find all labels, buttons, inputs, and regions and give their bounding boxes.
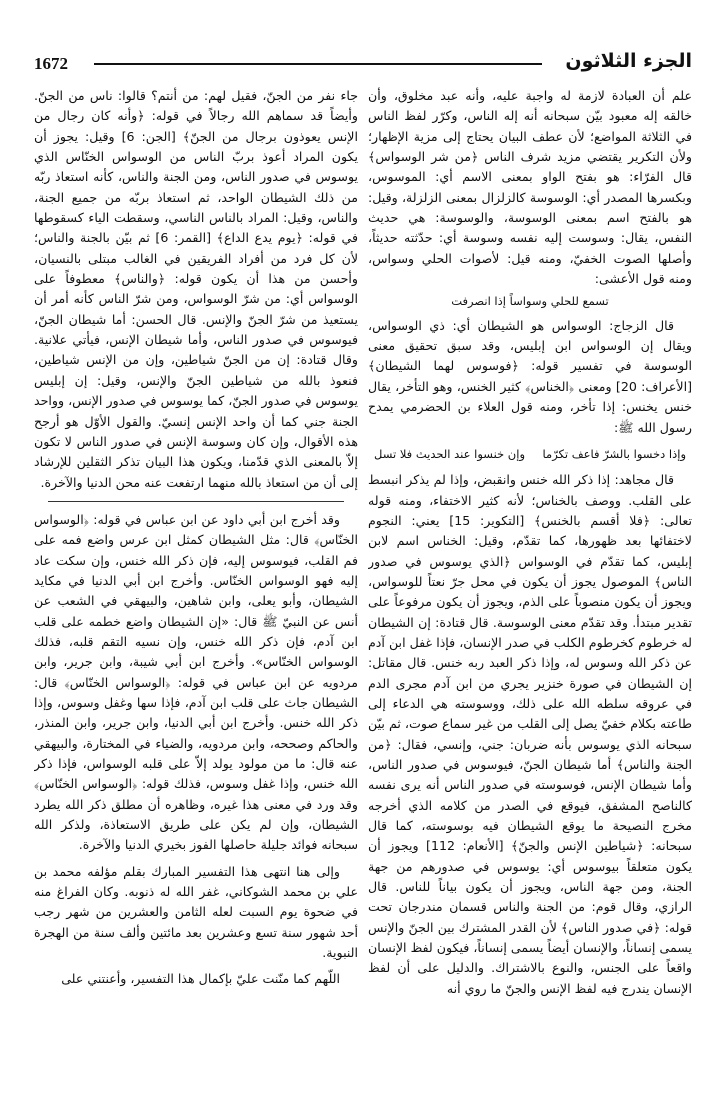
paragraph: جاء نفر من الجنّ، فقيل لهم: من أنتم؟ قالوا: ناس من الجنّ. وأيضاً قد سماهم الله رجالاً في قوله: ﴿وأنه كان رجال من الإنس يعوذون برجال من الجنّ﴾ [الجن: 6] وقيل: يجوز أن يكون المراد أعوذ بربّ الناس من الوسواس الخنّاس الذي يوسوس في صدور الناس، ومن الجنة والناس، كأنه استعاذ ربّه من ذلك الشيطان الواحد، ثم استعاذ بربّه من جميع الجنة، والناس، وقيل: المراد بالناس الناسي، وسقطت الياء كسقوطها في قوله: ﴿يوم يدع الداع﴾ [القمر: 6] ثم بيّن بالجنة والناس؛ لأن كل فرد من أفراد الفريقين في الغالب مبتلى بالنسيان، وأحسن من هذا أن يكون قوله: ﴿والناس﴾ معطوفاً على الوسواس أي: من شرّ الوسواس، ومن شرّ الناس كأنه أمر أن يستعيذ من شرّ الجنّ والإنس. قال الحسن: أما شيطان الجنّ، فيوسوس في صدور الناس، وأما شيطان الإنس، فيأتي علانية. وقال قتادة: إن من الجنّ شياطين، وإن من الإنس شياطين، فنعوذ بالله من شياطين الجنّ والإنس، وقيل: إن إبليس يوسوس في صدور الجنّ، كما يوسوس في صدور الإنس، وواحد الجنة جني كما أن واحد الإنس إنسيّ. والقول الأوّل هو أرجح هذه الأقوال، وإن كان وسوسة الإنس في صدور الناس لا تكون إلاّ بالمعنى الذي قدّمنا، ويكون هذا البيان تذكر الثقلين للإرشاد إلى أن من استعاذ بالله منهما ارتفعت عنه محن الدنيا والآخرة.: [34, 88, 358, 490]
section-divider: [48, 501, 344, 502]
header-rule: [94, 63, 542, 65]
page-header: [34, 50, 692, 78]
left-column: [34, 86, 358, 1096]
verse-hemistich-second: وإن خنسوا عند الحديث فلا تسل: [374, 446, 525, 461]
paragraph: وقد أخرج ابن أبي داود عن ابن عباس في قوله: ﴿الوسواس الخنّاس﴾ قال: مثل الشيطان كمثل ابن عرس واضع فمه على فم القلب، فيوسوس إليه، فإن ذكر الله خنس، وإن سكت عاد إليه فهو الوسواس الخنّاس. وأخرج ابن أبي الدنيا في مكايد الشيطان، وأبو يعلى، وابن شاهين، والبيهقي في الشعب عن أنس عن النبيّ ﷺ قال: «إن الشيطان واضع خطمه على قلب ابن آدم، فإن ذكر الله خنس، وإن نسيه التقم قلبه، فذلك الوسواس الخنّاس». وأخرج ابن أبي شيبة، وابن جرير، وابن مردويه عن ابن عباس في قوله: ﴿الوسواس الخنّاس﴾ قال: الشيطان جاث على قلب ابن آدم، فإذا سها وغفل وسوس، وإذا ذكر الله خنس. وأخرج ابن أبي الدنيا، وابن جرير، وابن المنذر، والحاكم وصححه، وابن مردويه، والضياء في المختارة، والبيهقي عنه قال: ما من مولود يولد إلاّ على قلبه الوسواس، فإذا ذكر الله خنس، وإذا غفل وسوس، فذلك قوله: ﴿الوسواس الخنّاس﴾ وقد ورد في معنى هذا غيره، وظاهره أن مطلق ذكر الله يطرد الشيطان، وإن لم يكن على طريق الاستعاذة، ولذكر الله سبحانه فوائد جليلة حاصلها الفوز بخيري الدنيا والآخرة.: [34, 511, 358, 853]
part-title: الجزء الثلاثون: [565, 50, 692, 72]
closing-prayer: اللّهم كما منّنت عليّ بإكمال هذا التفسير، وأعنتني على: [61, 971, 340, 987]
poetry-verse-pair: [368, 444, 692, 464]
poetry-verse: تسمع للحلي وسواساً إذا انصرفت: [451, 294, 609, 309]
paragraph: قال مجاهد: إذا ذكر الله خنس وانقبض، وإذا لم يذكر انبسط على القلب. ووصف بالخناس؛ لأنه كثير الاختفاء، ومنه قوله تعالى: ﴿فلا أقسم بالخنس﴾ [التكوير: 15] يعني: النجوم لاختفائها بعد ظهورها، كما تقدّم، وقيل: الخناس اسم لابن إبليس، كما تقدّم في الوسواس ﴿الذي يوسوس في صدور الناس﴾ الموصول يجوز أن يكون في محل جرّ نعتاً للوسواس، ويجوز أن يكون منصوباً على الذم، ويجوز أن يكون مرفوعاً على تقدير مبتدأ. وقد تقدّم معنى الوسوسة. قال قتادة: إن الشيطان له خرطوم كخرطوم الكلب في صدر الإنسان، فإذا غفل ابن آدم عن ذكر الله وسوس له، وإذا ذكر العبد ربه خنس. قال مقاتل: إن الشيطان في صورة خنزير يجري من ابن آدم مجرى الدم في عروقه سلطه الله على ذلك، ووسوسته هي الدعاء إلى طاعته بكلام خفيّ يصل إلى القلب من غير سماع صوت، ثم بيّن سبحانه الذي يوسوس بأنه ضربان: جني، وإنسي، فقال: ﴿من الجنة والناس﴾ أما شيطان الجنّ، فيوسوس في صدور الناس، وأما شيطان الإنس، فوسوسته في صدور الناس أنه يرى نفسه كالناصح المشفق، فيوقع في الصدر من كلامه الذي أخرجه مخرج النصيحة ما يوقع الشيطان فيه بوسوسته، كما قال سبحانه: ﴿شياطين الإنس والجنّ﴾ [الأنعام: 112] ويجوز أن يكون متعلقاً بيوسوس أي: يوسوس في صدورهم من جهة الجنة، ومن جهة الناس، ويجوز أن يكون بياناً للناس. قال الرازي، وقال قوم: من الجنة والناس قسمان مندرجان تحت قوله: ﴿في صدور الناس﴾ لأن القدر المشترك بين الجنّ والإنس يسمى إنساناً، والإنسان أيضاً يسمى إنساناً، فيكون لفظ الإنسان واقعاً على الجنس، والنوع بالاشتراك. والدليل على أن لفظ الإنسان يندرج فيه لفظ الإنس والجنّ ما روي أنه: [368, 472, 692, 996]
verse-hemistich-first: وإذا دخسوا بالشرّ فاعف تكرّما: [542, 446, 686, 461]
right-column: [368, 86, 692, 1096]
paragraph: علم أن العبادة لازمة له واجبة عليه، وأنه عبد مخلوق، وأن خالقه إله معبود بيّن سبحانه أنه إله الناس، وكرّر لفظ الناس في الثلاثة المواضع؛ لأن عطف البيان يحتاج إلى مزية الإظهار؛ ولأن التكرير يقتضي مزيد شرف الناس ﴿من شر الوسواس﴾ قال الفرّاء: هو بفتح الواو بمعنى الاسم أي: الموسوس، وبكسرها المصدر أي: الوسوسة كالزلزال بمعنى الزلزلة، وقيل: هو بالفتح اسم بمعنى الوسوسة، والوسوسة: هي حديث النفس، يقال: وسوست إليه نفسه وسوسة أي: حدّثته حديثاً، وأصلها الصوت الخفيّ، ومنه قيل: لأصوات الحلي وسواس، ومنه قول الأعشى:: [368, 88, 692, 287]
paragraph: قال الزجاج: الوسواس هو الشيطان أي: ذي الوسواس، ويقال إن الوسواس ابن إبليس، وقد سبق تحقيق معنى الوسوسة في تفسير قوله: ﴿فوسوس لهما الشيطان﴾ [الأعراف: 20] ومعنى ﴿الخناس﴾ كثير الخنس، وهو التأخر، يقال خنس يخنس: إذا تأخر، ومنه قول العلاء بن الحضرمي يمدح رسول الله ﷺ:: [368, 317, 692, 435]
page-number: 1672: [34, 54, 68, 73]
closing-paragraph: وإلى هنا انتهى هذا التفسير المبارك بقلم مؤلفه محمد بن علي بن محمد الشوكاني، غفر الله له ذنوبه. وكان الفراغ منه في ضحوة يوم السبت لعله الثامن والعشرين من شهر رجب أحد شهور سنة تسع وعشرين بعد مائتين وألف سنة من الهجرة النبوية.: [34, 863, 358, 961]
